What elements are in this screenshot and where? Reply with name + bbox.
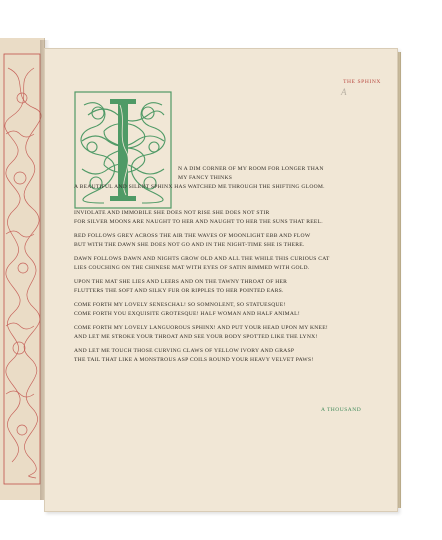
- poem-line: UPON THE MAT SHE LIES AND LEERS AND ON THE TAWNY THROAT OF HER: [74, 279, 288, 285]
- poem-line: DAWN FOLLOWS DAWN AND NIGHTS GROW OLD AND ALL THE WHILE THIS CURIOUS CAT: [74, 256, 330, 262]
- poem-line: A BEAUTIFUL AND SILENT SPHINX HAS WATCHED ME THROUGH THE SHIFTING GLOOM.: [74, 184, 325, 190]
- poem-line: COME FORTH MY LOVELY SENESCHAL! SO SOMNOLENT, SO STATUESQUE!: [74, 302, 286, 308]
- poem-line: COME FORTH YOU EXQUISITE GROTESQUE! HALF WOMAN AND HALF ANIMAL!: [74, 311, 300, 317]
- running-head: THE SPHINX: [343, 79, 381, 85]
- left-facing-page: [0, 38, 45, 500]
- poem-line: BUT WITH THE DAWN SHE DOES NOT GO AND IN THE NIGHT-TIME SHE IS THERE.: [74, 242, 305, 248]
- poem-line: FLUTTERS THE SOFT AND SILKY FUR OR RIPPLES TO HER POINTED EARS.: [74, 288, 284, 294]
- stanza: [74, 209, 394, 227]
- stanza: [74, 347, 394, 365]
- stanza: [74, 324, 394, 342]
- poem-line: LIES COUCHING ON THE CHINESE MAT WITH EYES OF SATIN RIMMED WITH GOLD.: [74, 265, 310, 271]
- right-page: [44, 48, 398, 512]
- poem-body: [74, 209, 394, 370]
- stanza: [74, 278, 394, 296]
- poem-line: FOR SILVER MOONS ARE NAUGHT TO HER AND NAUGHT TO HER THE SUNS THAT REEL.: [74, 219, 323, 225]
- poem-line: RED FOLLOWS GREY ACROSS THE AIR THE WAVES OF MOONLIGHT EBB AND FLOW: [74, 233, 311, 239]
- stanza: [74, 301, 394, 319]
- stanza: [74, 255, 394, 273]
- poem-line: MY FANCY THINKS: [178, 175, 233, 181]
- catchword: A THOUSAND: [321, 407, 362, 413]
- poem-line: COME FORTH MY LOVELY LANGUOROUS SPHINX! AND PUT YOUR HEAD UPON MY KNEE!: [74, 325, 328, 331]
- poem-line: THE TAIL THAT LIKE A MONSTROUS ASP COILS ROUND YOUR HEAVY VELVET PAWS!: [74, 357, 314, 363]
- stanza: [74, 232, 394, 250]
- poem-line: AND LET ME STROKE YOUR THROAT AND SEE YOUR BODY SPOTTED LIKE THE LYNX!: [74, 334, 318, 340]
- poem-line: AND LET ME TOUCH THOSE CURVING CLAWS OF YELLOW IVORY AND GRASP: [74, 348, 295, 354]
- poem-line: N A DIM CORNER OF MY ROOM FOR LONGER THAN: [178, 166, 324, 172]
- poem-line: INVIOLATE AND IMMOBILE SHE DOES NOT RISE SHE DOES NOT STIR: [74, 210, 270, 216]
- ornamental-border-illustration: [0, 38, 44, 500]
- pencil-annotation: A: [341, 87, 347, 97]
- stanza-1: [74, 165, 394, 192]
